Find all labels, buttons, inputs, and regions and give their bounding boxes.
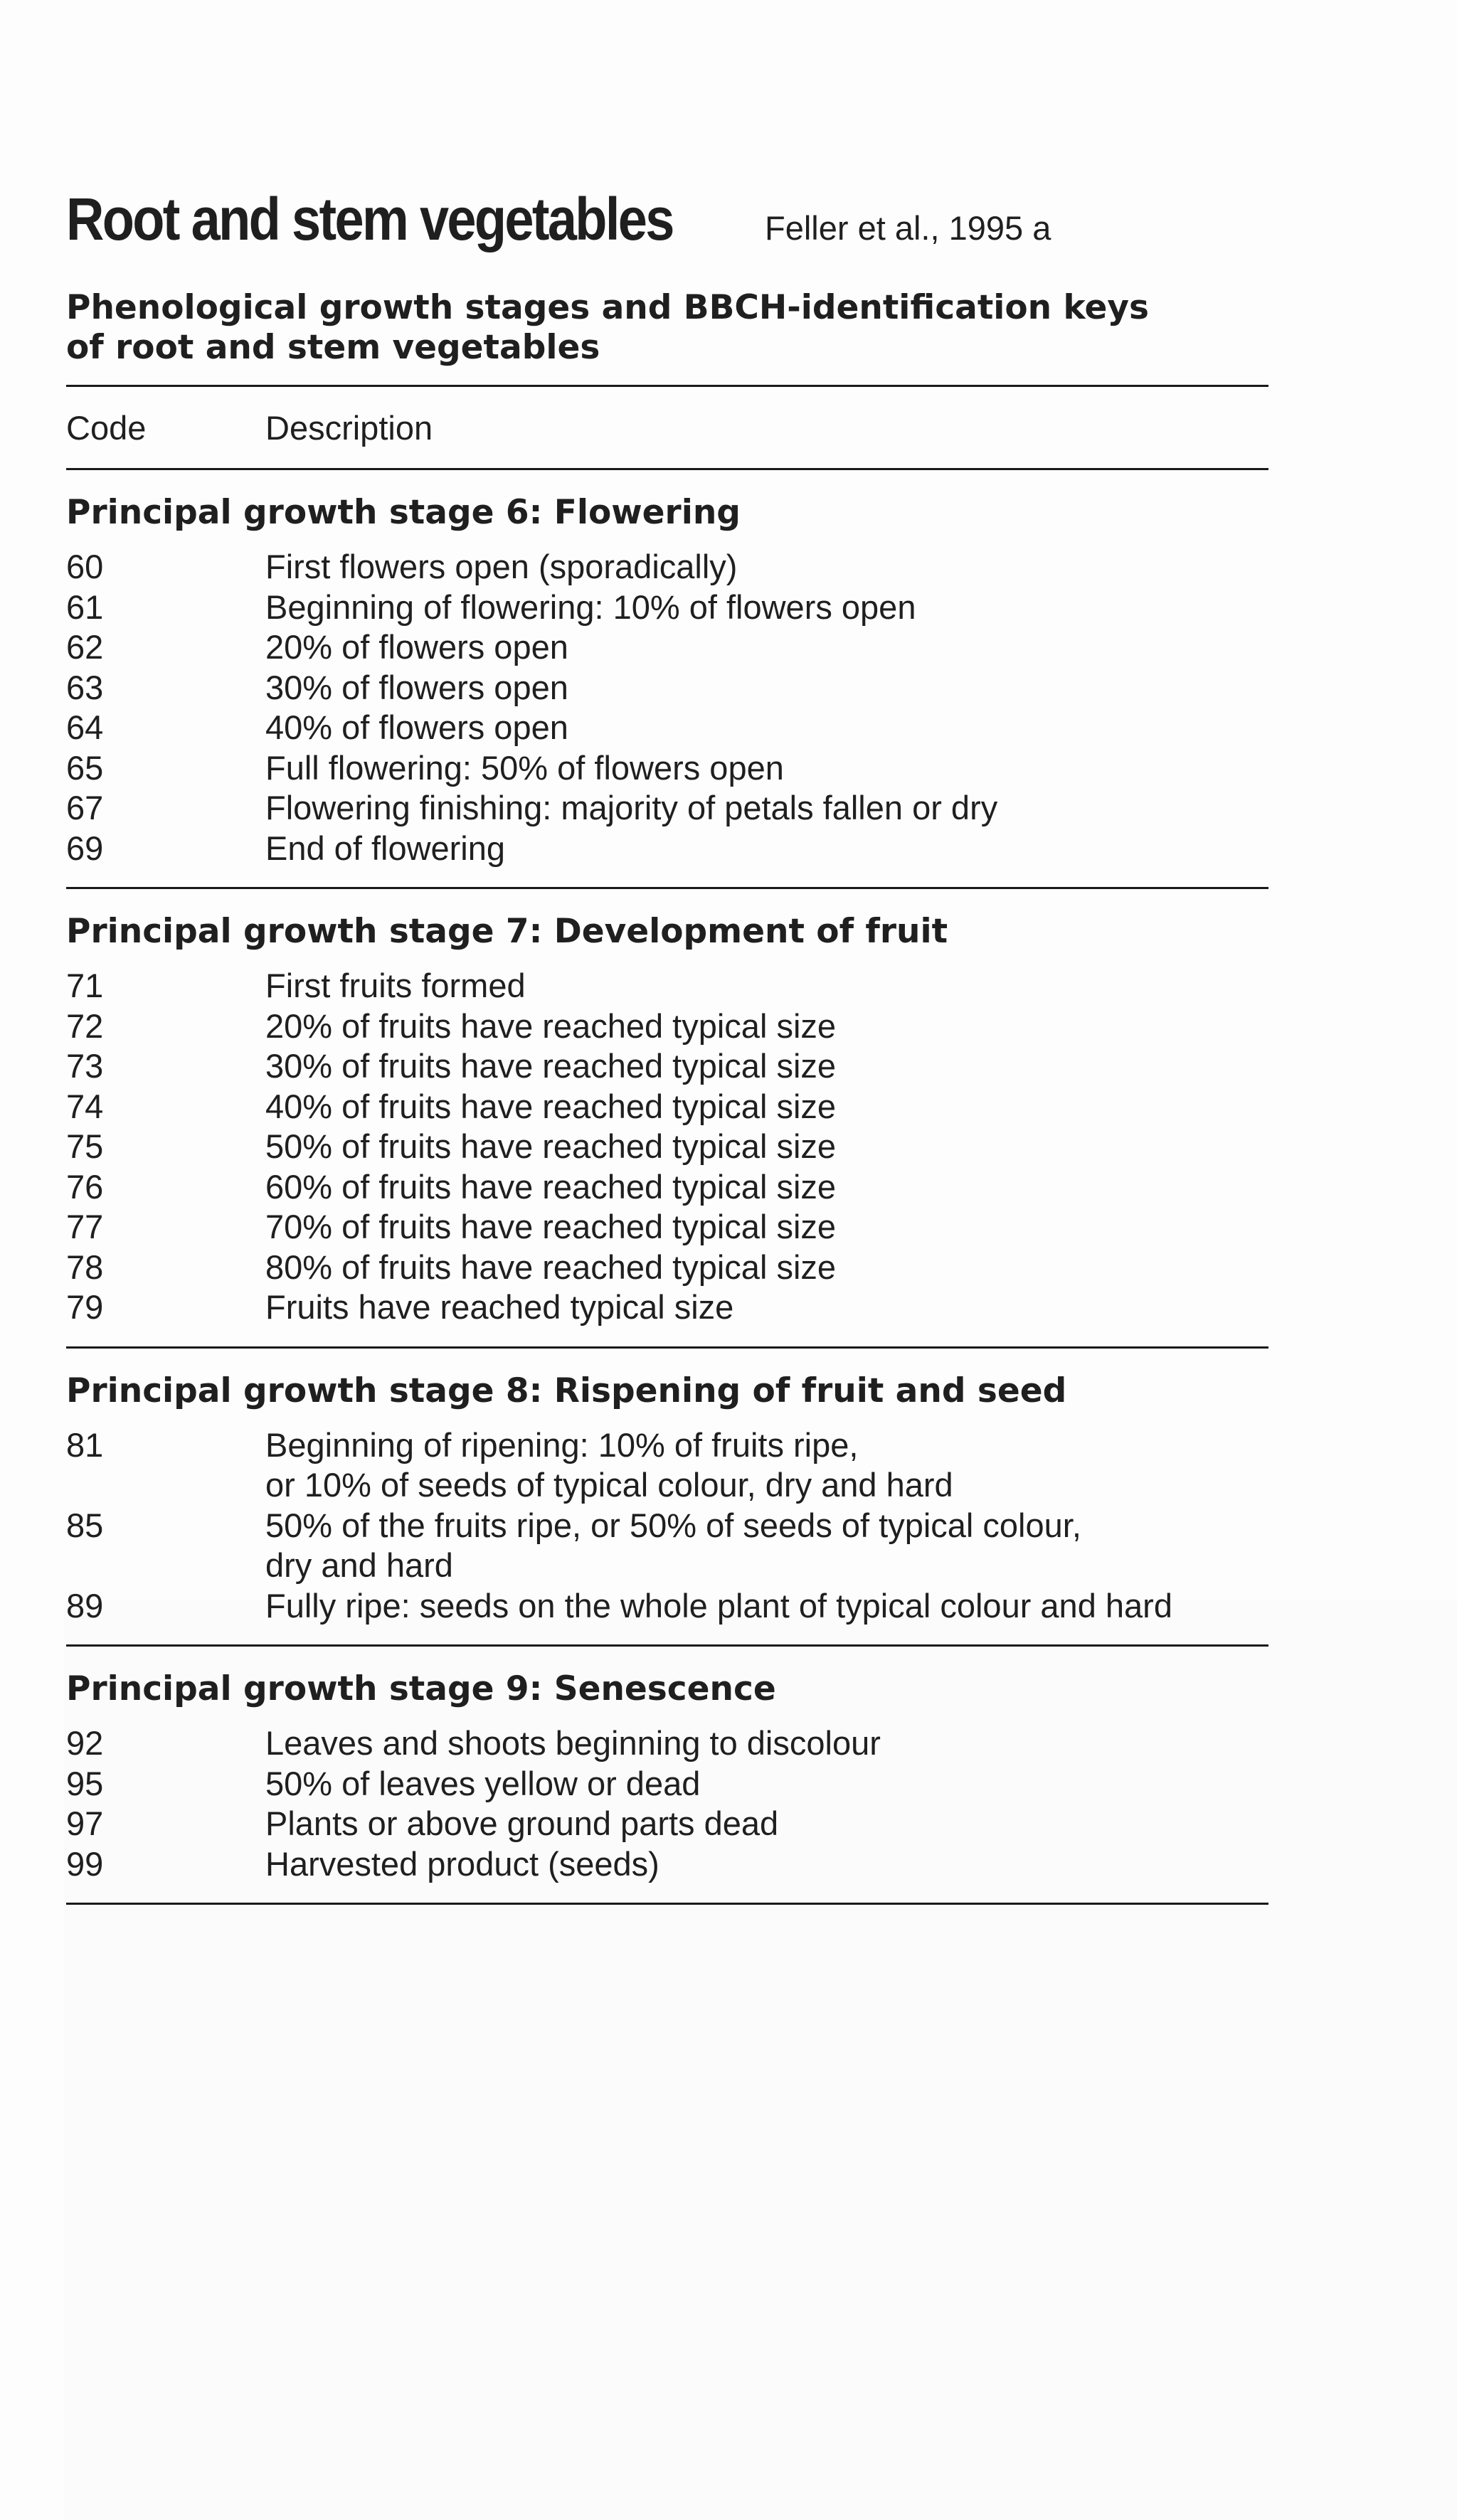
stage-code: 65 bbox=[66, 748, 104, 787]
stage-code: 75 bbox=[66, 1127, 104, 1165]
stage-description: 20% of fruits have reached typical size bbox=[265, 1006, 837, 1045]
table-row bbox=[66, 1006, 1268, 1047]
table-row bbox=[66, 668, 1268, 708]
table-row bbox=[66, 547, 1268, 588]
stage-section bbox=[66, 470, 1268, 887]
table-row bbox=[66, 1287, 1268, 1328]
stage-code: 85 bbox=[66, 1506, 104, 1544]
table-row bbox=[66, 1804, 1268, 1844]
stage-code: 81 bbox=[66, 1425, 104, 1464]
stage-code: 78 bbox=[66, 1248, 104, 1286]
table-row bbox=[66, 1046, 1268, 1087]
stage-description: 30% of flowers open bbox=[265, 668, 568, 706]
stage-description: Plants or above ground parts dead bbox=[265, 1804, 779, 1842]
table-row bbox=[66, 1586, 1268, 1627]
table-row bbox=[66, 1764, 1268, 1804]
stage-description: First flowers open (sporadically) bbox=[265, 548, 738, 585]
stage-title: Principal growth stage 6: Flowering bbox=[66, 493, 741, 532]
table-row bbox=[66, 1167, 1268, 1208]
stage-description: Beginning of flowering: 10% of flowers open bbox=[265, 588, 916, 626]
subtitle-line: Phenological growth stages and BBCH-identification keys bbox=[66, 288, 1149, 327]
table-row bbox=[66, 1127, 1268, 1167]
stage-code: 61 bbox=[66, 588, 104, 626]
stage-code: 89 bbox=[66, 1586, 104, 1625]
table-row bbox=[66, 588, 1268, 628]
stage-title: Principal growth stage 9: Senescence bbox=[66, 1669, 776, 1708]
table-row bbox=[66, 1087, 1268, 1127]
stage-description: End of flowering bbox=[265, 829, 506, 867]
stages-list bbox=[66, 470, 1268, 1905]
table-header bbox=[66, 387, 1268, 468]
page-title: Root and stem vegetables bbox=[66, 186, 673, 252]
description-column-header: Description bbox=[265, 408, 433, 447]
stage-section bbox=[66, 1349, 1268, 1645]
stage-code: 67 bbox=[66, 789, 104, 826]
stage-description: 30% of fruits have reached typical size bbox=[265, 1047, 837, 1085]
stage-description: Harvested product (seeds) bbox=[265, 1844, 659, 1883]
stage-description: 60% of fruits have reached typical size bbox=[265, 1167, 837, 1206]
subtitle bbox=[66, 288, 1268, 368]
stage-title: Principal growth stage 8: Rispening of fruit and seed bbox=[66, 1371, 1067, 1410]
stage-description: Full flowering: 50% of flowers open bbox=[265, 748, 784, 787]
stage-code: 60 bbox=[66, 548, 104, 585]
table-row bbox=[66, 708, 1268, 748]
subtitle-line: of root and stem vegetables bbox=[66, 328, 600, 367]
document-page bbox=[66, 185, 1268, 1905]
stage-code: 92 bbox=[66, 1724, 104, 1762]
stage-description: 20% of flowers open bbox=[265, 628, 568, 666]
table-row bbox=[66, 966, 1268, 1006]
stage-code: 69 bbox=[66, 829, 104, 867]
divider bbox=[66, 1903, 1268, 1905]
table-row bbox=[66, 1248, 1268, 1288]
stage-description: Flowering finishing: majority of petals fallen or dry bbox=[265, 789, 998, 826]
stage-description: 50% of the fruits ripe, or 50% of seeds of typical colour, dry and hard bbox=[265, 1506, 1081, 1584]
stage-code: 73 bbox=[66, 1047, 104, 1085]
stage-code: 64 bbox=[66, 708, 104, 746]
stage-description: Fruits have reached typical size bbox=[265, 1288, 734, 1326]
table-row bbox=[66, 829, 1268, 869]
stage-code: 79 bbox=[66, 1288, 104, 1326]
stage-description: Fully ripe: seeds on the whole plant of typical colour and hard bbox=[265, 1586, 1172, 1625]
stage-description: First fruits formed bbox=[265, 967, 526, 1004]
table-row bbox=[66, 1506, 1268, 1586]
stage-description: Beginning of ripening: 10% of fruits ripe, or 10% of seeds of typical colour, dry and hard bbox=[265, 1425, 953, 1504]
stage-code: 76 bbox=[66, 1167, 104, 1206]
stage-section bbox=[66, 889, 1268, 1346]
stage-code: 74 bbox=[66, 1087, 104, 1125]
stage-code: 99 bbox=[66, 1844, 104, 1883]
citation: Feller et al., 1995 a bbox=[765, 209, 1051, 247]
stage-description: 40% of fruits have reached typical size bbox=[265, 1087, 837, 1125]
stage-title: Principal growth stage 7: Development of fruit bbox=[66, 912, 948, 951]
title-row bbox=[66, 185, 1268, 254]
stage-code: 72 bbox=[66, 1006, 104, 1045]
stage-description: 40% of flowers open bbox=[265, 708, 568, 746]
stage-description: 50% of fruits have reached typical size bbox=[265, 1127, 837, 1165]
stage-description: 50% of leaves yellow or dead bbox=[265, 1764, 701, 1802]
stage-section bbox=[66, 1647, 1268, 1903]
stage-code: 77 bbox=[66, 1208, 104, 1245]
table-row bbox=[66, 748, 1268, 789]
stage-description: 70% of fruits have reached typical size bbox=[265, 1208, 837, 1245]
table-row bbox=[66, 1425, 1268, 1506]
stage-code: 71 bbox=[66, 967, 104, 1004]
stage-code: 97 bbox=[66, 1804, 104, 1842]
table-row bbox=[66, 1844, 1268, 1885]
table-row bbox=[66, 1723, 1268, 1764]
table-row bbox=[66, 1207, 1268, 1248]
stage-code: 63 bbox=[66, 668, 104, 706]
table-row bbox=[66, 788, 1268, 829]
stage-description: 80% of fruits have reached typical size bbox=[265, 1248, 837, 1286]
stage-code: 95 bbox=[66, 1764, 104, 1802]
stage-description: Leaves and shoots beginning to discolour bbox=[265, 1724, 881, 1762]
code-column-header: Code bbox=[66, 408, 147, 447]
stage-code: 62 bbox=[66, 628, 104, 666]
table-row bbox=[66, 627, 1268, 668]
